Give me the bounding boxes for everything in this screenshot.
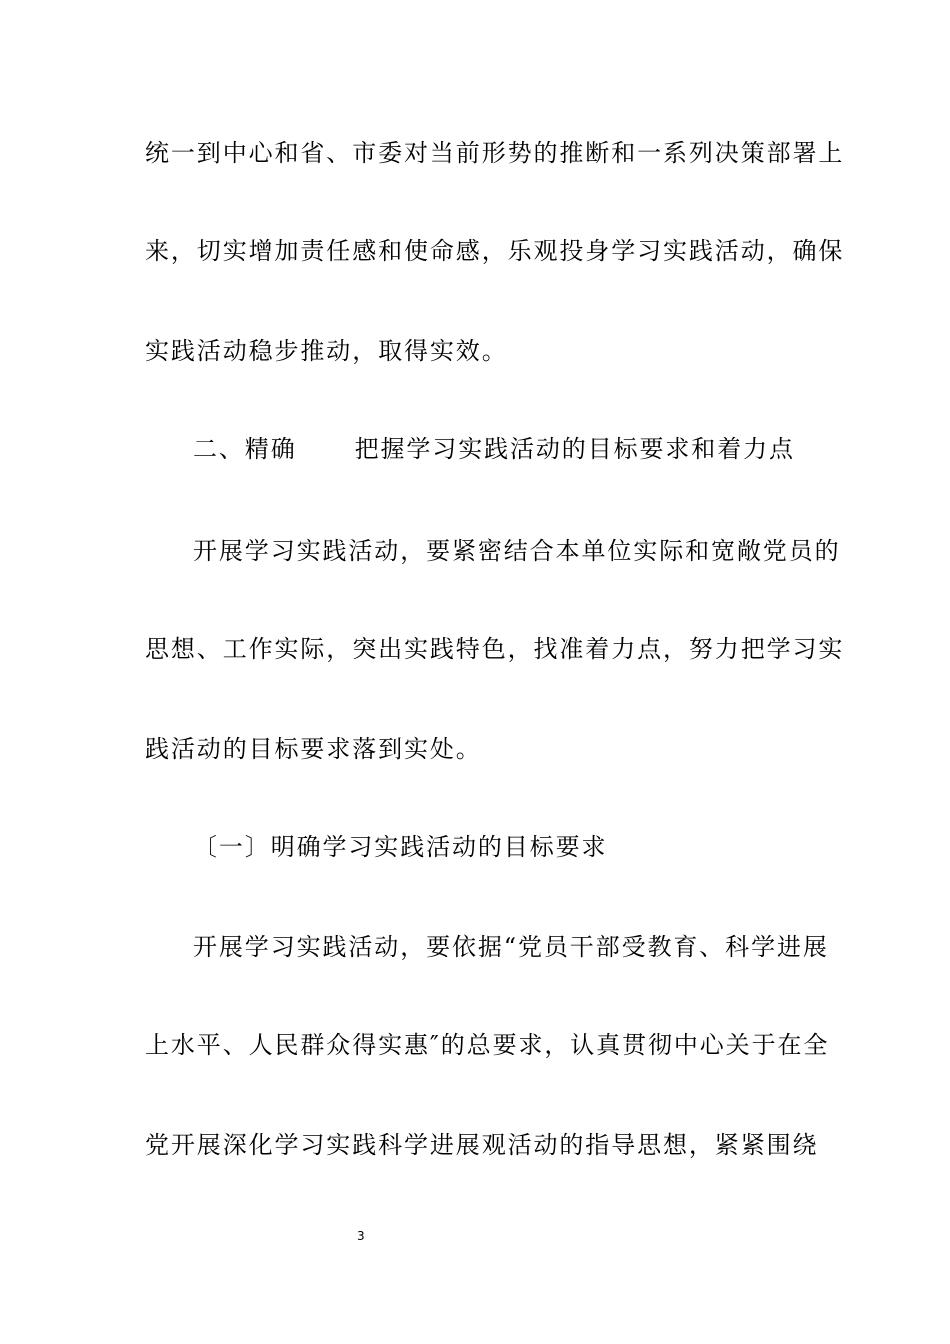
subheading-line: 〔一〕明确学习实践活动的目标要求 — [193, 833, 608, 861]
paragraph-line-3: 实践活动稳步推动，取得实效。 — [145, 337, 508, 365]
paragraph-line-2: 来，切实增加责任感和使命感，乐观投身学习实践活动，确保 — [145, 237, 845, 265]
paragraph-line-4: 开展学习实践活动，要紧密结合本单位实际和宽敞党员的 — [193, 537, 841, 565]
section-heading-text: 把握学习实践活动的目标要求和着力点 — [354, 435, 795, 463]
section-heading-number: 二、精确 — [193, 435, 297, 463]
paragraph-line-9: 党开展深化学习实践科学进展观活动的指导思想，紧紧围绕 — [145, 1131, 819, 1159]
paragraph-line-7: 开展学习实践活动，要依据“党员干部受教育、科学进展 — [193, 933, 829, 961]
page-number: 3 — [357, 1229, 365, 1243]
paragraph-line-6: 践活动的目标要求落到实处。 — [145, 735, 482, 763]
paragraph-line-1: 统一到中心和省、市委对当前形势的推断和一系列决策部署上 — [145, 139, 845, 167]
section-heading — [193, 434, 795, 464]
paragraph-line-8: 上水平、人民群众得实惠″的总要求，认真贯彻中心关于在全 — [145, 1031, 830, 1059]
paragraph-line-5: 思想、工作实际，突出实践特色，找准着力点，努力把学习实 — [145, 635, 845, 663]
